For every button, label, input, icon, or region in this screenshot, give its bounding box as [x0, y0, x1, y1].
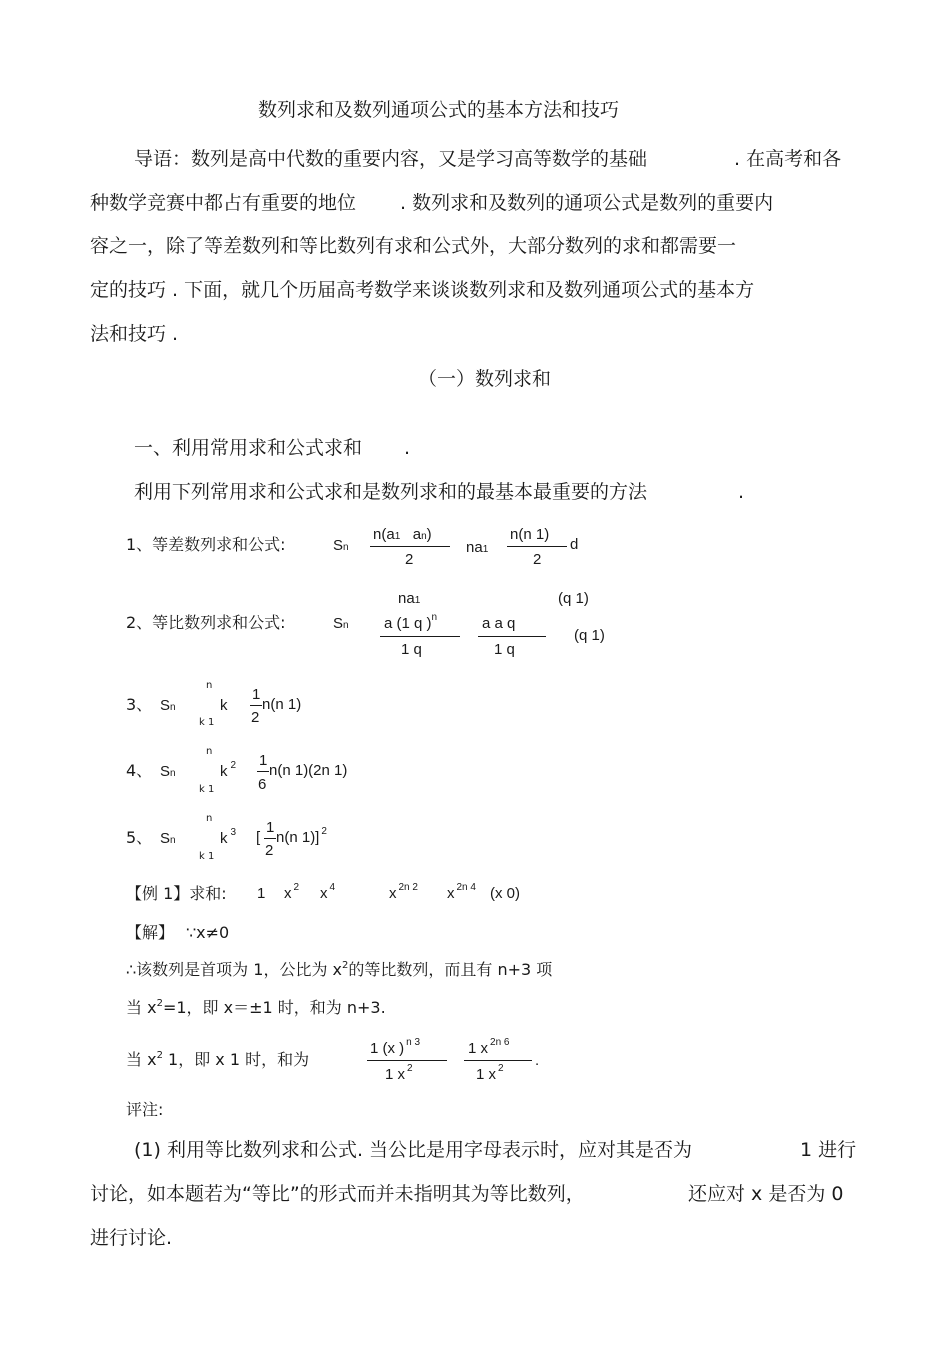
formula-5-frac-bar [264, 838, 276, 839]
formula-3-den: 2 [251, 709, 260, 726]
formula-1-sn: Sn [333, 537, 349, 554]
example-label: 【例 1】求和: [126, 884, 227, 903]
formula-4-label: 4、 [126, 761, 153, 780]
page-title: 数列求和及数列通项公式的基本方法和技巧 [258, 99, 620, 121]
formula-2-num2: a a q [482, 615, 516, 632]
formula-2-frac-bar [380, 636, 460, 637]
solution-line-3: 当 $x^2$ 1，即 x 1 时，和为 [126, 1050, 310, 1069]
formula-1-mid: na1 [466, 539, 489, 556]
formula-3-num: 1 [252, 686, 261, 703]
comment-p1b: 1 进行 [800, 1139, 857, 1161]
example-expr-x4: x $^4$ [320, 882, 336, 902]
intro-line-1b: . 在高考和各 [734, 148, 842, 170]
formula-5-upper: n [206, 813, 213, 824]
formula-2-den1: 1 q [401, 641, 422, 658]
intro-line-4: 定的技巧 . 下面，就几个历届高考数学来谈谈数列求和及数列通项公式的基本方 [90, 279, 755, 301]
solution-text: ∵x≠0 [186, 923, 230, 942]
example-expr-x2: x $^2$ [284, 882, 300, 902]
formula-1-den2: 2 [533, 551, 542, 568]
formula-4-rest: n(n 1)(2n 1) [269, 762, 348, 779]
formula-5-lower: k 1 [199, 851, 215, 862]
intro-line-3: 容之一，除了等差数列和等比数列有求和公式外，大部分数列的求和都需要一 [90, 235, 737, 257]
formula-4-den: 6 [258, 776, 267, 793]
comment-p2a: 讨论，如本题若为“等比”的形式而并未指明其为等比数列， [90, 1183, 585, 1205]
comment-p3: 进行讨论. [90, 1227, 173, 1249]
intro-line-2: 种数学竞赛中都占有重要的地位 [90, 192, 357, 214]
formula-1-label: 1、等差数列求和公式: [126, 535, 286, 554]
formula-2-sn: Sn [333, 615, 349, 632]
formula-5-open: [ [256, 829, 261, 846]
example-expr-tail: (x 0) [490, 885, 520, 902]
method-desc-dot: . [738, 481, 745, 503]
solution-frac-1-num: 1 (x ) $^{n 3}$ [370, 1037, 421, 1057]
formula-3-upper: n [206, 680, 213, 691]
formula-3-sn: Sn [160, 697, 176, 714]
example-expr-1: 1 [257, 885, 266, 902]
formula-2-den2: 1 q [494, 641, 515, 658]
comment-p1a: (1) 利用等比数列求和公式. 当公比是用字母表示时，应对其是否为 [134, 1139, 693, 1161]
formula-4-upper: n [206, 746, 213, 757]
formula-2-top-cond: (q 1) [558, 590, 589, 607]
formula-4-frac-bar [257, 771, 269, 772]
formula-1-den1: 2 [405, 551, 414, 568]
formula-1-tail: d [570, 536, 579, 553]
solution-label: 【解】 [126, 923, 175, 942]
solution-line-2: 当 $x^2=1$，即 x＝±1 时，和为 n+3. [126, 998, 386, 1017]
formula-1-frac-bar [370, 546, 450, 547]
solution-frac-1-den: 1 x $^2$ [385, 1063, 413, 1083]
solution-frac-dot: . [535, 1052, 540, 1069]
formula-2-top: na1 [398, 590, 421, 607]
formula-1-num1: n(a1 an) [373, 526, 432, 543]
solution-frac-2-bar [464, 1060, 532, 1061]
formula-2-label: 2、等比数列求和公式: [126, 613, 286, 632]
solution-line-1: ∴该数列是首项为 1，公比为 $x^2$的等比数列，而且有 n+3 项 [126, 960, 553, 979]
example-expr-x2n4: x $^{2n 4}$ [447, 882, 476, 902]
formula-2-num1: a (1 q )$^n$ [384, 612, 438, 632]
formula-3-label: 3、 [126, 695, 153, 714]
formula-1-frac-bar-2 [507, 546, 567, 547]
method-heading: 一、利用常用求和公式求和 [134, 437, 363, 459]
solution-frac-1-bar [367, 1060, 447, 1061]
formula-2-frac-bar-2 [478, 636, 546, 637]
formula-5-den: 2 [265, 842, 274, 859]
formula-5-label: 5、 [126, 828, 153, 847]
formula-4-lower: k 1 [199, 784, 215, 795]
comment-label: 评注: [126, 1100, 164, 1119]
intro-line-5: 法和技巧 . [90, 323, 179, 345]
formula-4-term: k $^2$ [220, 760, 237, 780]
comment-p2b: 还应对 x 是否为 0 [688, 1183, 844, 1205]
formula-4-num: 1 [259, 752, 268, 769]
formula-3-rest: n(n 1) [262, 696, 302, 713]
formula-2-cond: (q 1) [574, 627, 605, 644]
formula-5-rest: n(n 1)] $^2$ [276, 826, 327, 846]
formula-5-term: k $^3$ [220, 827, 237, 847]
formula-1-num2: n(n 1) [510, 526, 550, 543]
intro-line-1: 导语：数列是高中代数的重要内容，又是学习高等数学的基础 [134, 148, 648, 170]
formula-3-lower: k 1 [199, 717, 215, 728]
solution-frac-2-num: 1 x $^{2n 6}$ [468, 1037, 510, 1057]
formula-5-sn: Sn [160, 830, 176, 847]
method-desc: 利用下列常用求和公式求和是数列求和的最基本最重要的方法 [134, 481, 648, 503]
formula-5-num: 1 [266, 819, 275, 836]
intro-line-2b: . 数列求和及数列的通项公式是数列的重要内 [400, 192, 774, 214]
method-heading-dot: . [404, 437, 411, 459]
formula-3-term: k [220, 697, 228, 714]
section-title: （一）数列求和 [418, 368, 552, 390]
solution-frac-2-den: 1 x $^2$ [476, 1063, 504, 1083]
formula-4-sn: Sn [160, 763, 176, 780]
formula-3-frac-bar [250, 705, 262, 706]
example-expr-x2n2: x $^{2n 2}$ [389, 882, 418, 902]
